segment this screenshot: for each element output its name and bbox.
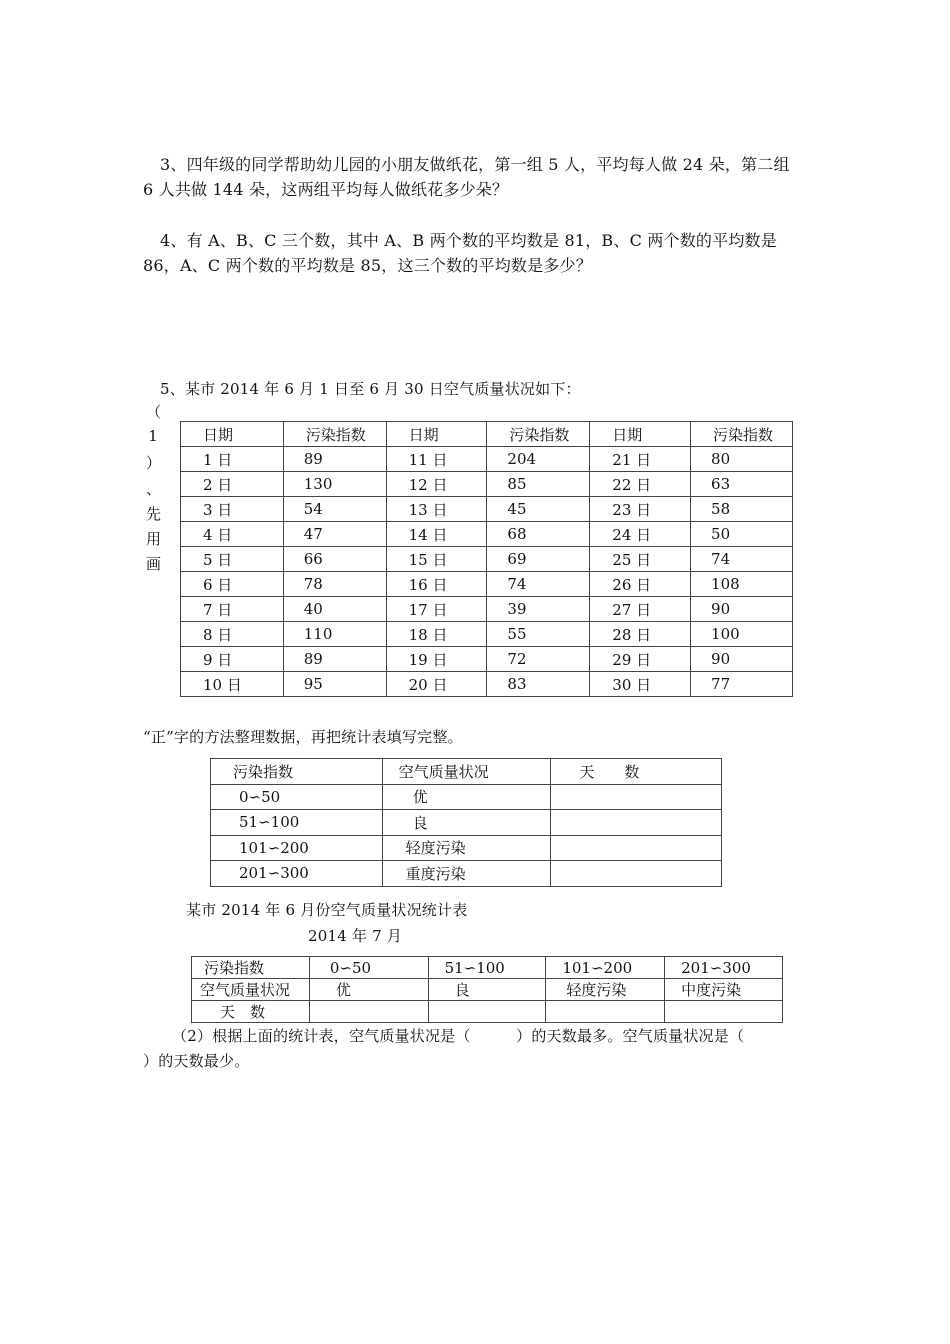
table-cell: 21 日 <box>590 447 691 472</box>
table-cell: 重度污染 <box>382 861 551 887</box>
q5-part2-line1: （2）根据上面的统计表，空气质量状况是（ ）的天数最多。空气质量状况是（ <box>172 1027 745 1045</box>
q5-continuation: “正”字的方法整理数据，再把统计表填写完整。 <box>143 728 463 746</box>
table-row <box>181 597 793 622</box>
table-row <box>181 522 793 547</box>
table-cell: 80 <box>691 447 793 472</box>
summary-table-caption: 某市 2014 年 6 月份空气质量状况统计表 <box>186 901 468 919</box>
table-cell: 3 日 <box>181 497 284 522</box>
table-row <box>181 447 793 472</box>
days-input-cell[interactable] <box>309 1001 428 1023</box>
table-row <box>181 622 793 647</box>
table-cell: 24 日 <box>590 522 691 547</box>
table-cell: 17 日 <box>386 597 487 622</box>
monthly-stats-table <box>191 956 783 1023</box>
summary-table <box>210 758 722 887</box>
table-cell: 19 日 <box>386 647 487 672</box>
table-cell: 9 日 <box>181 647 284 672</box>
table-cell: 25 日 <box>590 547 691 572</box>
table-cell: 100 <box>691 622 793 647</box>
table-cell: 77 <box>691 672 793 697</box>
table-cell: 中度污染 <box>665 979 783 1001</box>
table-cell: 优 <box>309 979 428 1001</box>
days-input-cell[interactable] <box>428 1001 546 1023</box>
table-row <box>211 810 722 836</box>
table-cell: 轻度污染 <box>546 979 665 1001</box>
header-cell: 污染指数 <box>691 422 793 447</box>
table-cell: 110 <box>283 622 386 647</box>
table-cell: 63 <box>691 472 793 497</box>
table-cell: 15 日 <box>386 547 487 572</box>
table-cell: 51∽100 <box>428 957 546 979</box>
table-cell: 22 日 <box>590 472 691 497</box>
q3-line1: 3、四年级的同学帮助幼儿园的小朋友做纸花，第一组 5 人，平均每人做 24 朵，第二组 <box>160 155 790 174</box>
table-cell: 95 <box>283 672 386 697</box>
table-cell: 47 <box>283 522 386 547</box>
table-row <box>181 472 793 497</box>
table-cell: 40 <box>283 597 386 622</box>
table-cell: 101∽200 <box>546 957 665 979</box>
table-cell: 5 日 <box>181 547 284 572</box>
table-cell: 204 <box>487 447 590 472</box>
table-cell: 39 <box>487 597 590 622</box>
header-cell: 日期 <box>386 422 487 447</box>
table-cell: 16 日 <box>386 572 487 597</box>
side-char: （ <box>146 403 162 421</box>
table-cell: 污染指数 <box>192 957 310 979</box>
table-header-row <box>181 422 793 447</box>
table-cell: 27 日 <box>590 597 691 622</box>
table-row <box>181 672 793 697</box>
header-cell: 污染指数 <box>211 759 383 785</box>
table-cell: 68 <box>487 522 590 547</box>
table-row <box>211 835 722 861</box>
table-cell: 26 日 <box>590 572 691 597</box>
table-cell: 58 <box>691 497 793 522</box>
table-row <box>192 1001 783 1023</box>
header-cell: 污染指数 <box>487 422 590 447</box>
table-cell: 10 日 <box>181 672 284 697</box>
table-cell: 66 <box>283 547 386 572</box>
q4-line2: 86，A、C 两个数的平均数是 85，这三个数的平均数是多少？ <box>143 256 592 275</box>
table-cell: 6 日 <box>181 572 284 597</box>
table-cell: 51∽100 <box>211 810 383 836</box>
days-input-cell[interactable] <box>551 861 722 887</box>
table-cell: 优 <box>382 784 551 810</box>
days-input-cell[interactable] <box>551 784 722 810</box>
table-cell: 良 <box>382 810 551 836</box>
table-cell: 90 <box>691 597 793 622</box>
table-cell: 54 <box>283 497 386 522</box>
table-cell: 50 <box>691 522 793 547</box>
table-cell: 20 日 <box>386 672 487 697</box>
table-cell: 11 日 <box>386 447 487 472</box>
table-cell: 89 <box>283 647 386 672</box>
table-cell: 108 <box>691 572 793 597</box>
table-cell: 0∽50 <box>309 957 428 979</box>
table-cell: 7 日 <box>181 597 284 622</box>
table-cell: 18 日 <box>386 622 487 647</box>
header-cell: 日期 <box>181 422 284 447</box>
days-input-cell[interactable] <box>551 810 722 836</box>
table-cell: 空气质量状况 <box>192 979 310 1001</box>
table-cell: 74 <box>487 572 590 597</box>
table-cell: 130 <box>283 472 386 497</box>
table-cell: 28 日 <box>590 622 691 647</box>
table-cell: 69 <box>487 547 590 572</box>
table-cell: 13 日 <box>386 497 487 522</box>
table-row <box>181 572 793 597</box>
table-cell: 101∽200 <box>211 835 383 861</box>
table-cell: 4 日 <box>181 522 284 547</box>
days-input-cell[interactable] <box>665 1001 783 1023</box>
side-char: 画 <box>146 555 162 573</box>
table-row <box>181 547 793 572</box>
q5-part2-line2: ）的天数最少。 <box>143 1052 250 1070</box>
table-cell: 2 日 <box>181 472 284 497</box>
table-cell: 83 <box>487 672 590 697</box>
table-cell: 8 日 <box>181 622 284 647</box>
table-cell: 45 <box>487 497 590 522</box>
table-cell: 12 日 <box>386 472 487 497</box>
table-cell: 天 数 <box>192 1001 310 1023</box>
table-cell: 201∽300 <box>211 861 383 887</box>
table-row <box>192 979 783 1001</box>
days-input-cell[interactable] <box>546 1001 665 1023</box>
q4-line1: 4、有 A、B、C 三个数，其中 A、B 两个数的平均数是 81，B、C 两个数的平均数是 <box>160 231 777 250</box>
table-cell: 89 <box>283 447 386 472</box>
table-cell: 72 <box>487 647 590 672</box>
table-header-row <box>211 759 722 785</box>
table-row <box>192 957 783 979</box>
header-cell: 空气质量状况 <box>382 759 551 785</box>
table-cell: 轻度污染 <box>382 835 551 861</box>
header-cell: 污染指数 <box>283 422 386 447</box>
side-char: ） <box>146 454 162 472</box>
table-cell: 14 日 <box>386 522 487 547</box>
side-char: 1 <box>148 427 158 445</box>
summary-table-date: 2014 年 7 月 <box>308 927 403 945</box>
side-char: 用 <box>146 530 162 548</box>
q5-intro: 5、某市 2014 年 6 月 1 日至 6 月 30 日空气质量状况如下： <box>160 380 581 398</box>
table-cell: 1 日 <box>181 447 284 472</box>
table-cell: 74 <box>691 547 793 572</box>
table-row <box>211 784 722 810</box>
pollution-data-table <box>180 421 793 697</box>
table-cell: 78 <box>283 572 386 597</box>
table-cell: 90 <box>691 647 793 672</box>
table-cell: 0∽50 <box>211 784 383 810</box>
table-cell: 85 <box>487 472 590 497</box>
header-cell: 天 数 <box>551 759 722 785</box>
header-cell: 日期 <box>590 422 691 447</box>
table-cell: 良 <box>428 979 546 1001</box>
table-cell: 29 日 <box>590 647 691 672</box>
table-row <box>211 861 722 887</box>
days-input-cell[interactable] <box>551 835 722 861</box>
side-char: 先 <box>146 505 162 523</box>
table-row <box>181 497 793 522</box>
side-char: 、 <box>146 480 162 498</box>
table-cell: 23 日 <box>590 497 691 522</box>
q3-line2: 6 人共做 144 朵，这两组平均每人做纸花多少朵？ <box>143 180 509 199</box>
table-row <box>181 647 793 672</box>
table-cell: 30 日 <box>590 672 691 697</box>
table-cell: 55 <box>487 622 590 647</box>
table-cell: 201∽300 <box>665 957 783 979</box>
